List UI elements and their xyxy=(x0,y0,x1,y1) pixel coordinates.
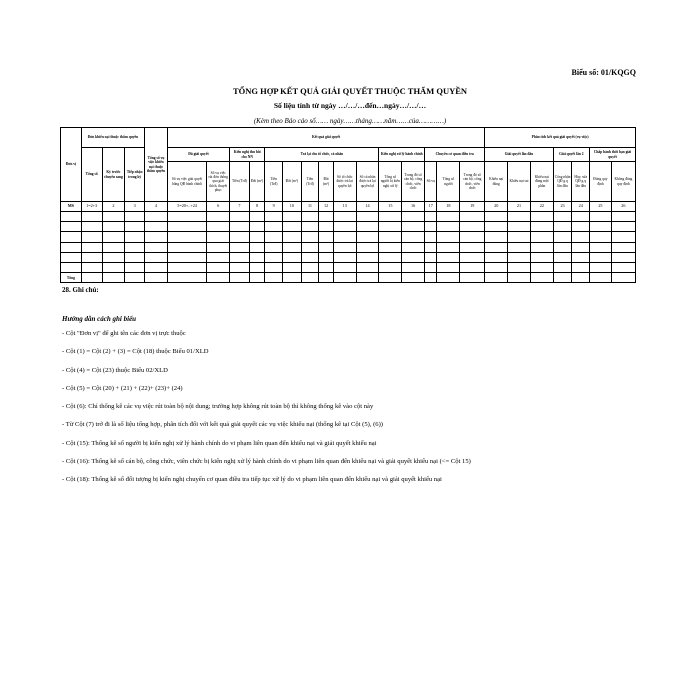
table-cell xyxy=(437,232,460,242)
table-cell xyxy=(379,222,402,232)
header-phan-tich: Phân tích kết quả giải quyết (vụ việc) xyxy=(485,128,636,148)
total-cell xyxy=(356,273,379,283)
column-number-2: 2 xyxy=(102,202,125,212)
table-cell xyxy=(333,222,356,232)
table-cell xyxy=(379,262,402,272)
table-cell xyxy=(530,232,553,242)
header-huy-sua-qd: Hủy, sửa QĐ g.q lần đầu xyxy=(572,162,590,202)
table-cell xyxy=(553,222,572,232)
table-cell xyxy=(319,232,334,242)
total-cell xyxy=(425,273,437,283)
total-cell xyxy=(145,273,168,283)
table-cell xyxy=(437,242,460,252)
column-number-26: 26 xyxy=(611,202,635,212)
total-cell xyxy=(402,273,425,283)
table-cell xyxy=(572,262,590,272)
table-cell xyxy=(402,232,425,242)
table-cell xyxy=(333,212,356,222)
table-cell xyxy=(437,252,460,262)
header-tong-so-nguoi: Tổng số người bị kiến nghị xử lý xyxy=(379,162,402,202)
table-cell xyxy=(319,242,334,252)
table-cell xyxy=(508,252,531,262)
column-number-9: 9 xyxy=(265,202,283,212)
header-gq-lan-2: Giải quyết lần 2 xyxy=(553,148,589,162)
column-number-18: 18 xyxy=(437,202,460,212)
table-cell xyxy=(102,212,125,222)
table-cell xyxy=(265,262,283,272)
header-ca-nhan-dat: Đất (m²) xyxy=(319,162,334,202)
table-cell xyxy=(485,222,508,232)
note-28: 28. Ghi chú: xyxy=(62,286,99,294)
table-cell xyxy=(553,262,572,272)
guide-line: - Cột (16): Thống kê số cán bộ, công chức, viên chức bị kiến nghị xử lý hành chính do vi phạm liên quan đến khiếu nại và giải quyết khiếu nại (<= Cột 15) xyxy=(62,458,471,466)
column-number-12: 12 xyxy=(319,202,334,212)
table-cell xyxy=(61,242,82,252)
form-code: Biểu số: 01/KQGQ xyxy=(571,68,636,77)
table-cell xyxy=(61,232,82,242)
table-cell xyxy=(460,232,485,242)
column-number-21: 21 xyxy=(508,202,531,212)
table-cell xyxy=(282,262,301,272)
table-cell xyxy=(102,232,125,242)
table-cell xyxy=(61,262,82,272)
header-tong-vu-viec: Tổng số vụ việc khiếu nại thuộc thẩm quyền xyxy=(145,128,168,202)
header-kien-nghi-thu-hoi: Kiến nghị thu hồi cho NN xyxy=(230,148,265,162)
table-cell xyxy=(590,232,612,242)
header-so-to-chuc: Số tổ chức được trả lại quyền lợi xyxy=(333,162,356,202)
table-row xyxy=(61,262,636,272)
table-cell xyxy=(61,212,82,222)
table-cell xyxy=(249,262,265,272)
table-cell xyxy=(301,232,319,242)
table-cell xyxy=(167,232,206,242)
table-cell xyxy=(485,252,508,262)
table-cell xyxy=(145,242,168,252)
table-cell xyxy=(207,232,230,242)
table-cell xyxy=(508,232,531,242)
column-number-16: 16 xyxy=(402,202,425,212)
table-cell xyxy=(333,232,356,242)
total-cell xyxy=(230,273,250,283)
table-cell xyxy=(425,212,437,222)
column-number-13: 13 xyxy=(333,202,356,212)
table-cell xyxy=(572,232,590,242)
table-cell xyxy=(61,222,82,232)
guide-line: - Cột (6): Chỉ thống kê các vụ việc rút toàn bộ nội dung; trường hợp không rút toàn bộ thì không thống kê vào cột này xyxy=(62,403,374,411)
table-cell xyxy=(590,222,612,232)
column-number-1: 1=2+3 xyxy=(81,202,102,212)
table-cell xyxy=(249,222,265,232)
header-to-chuc-tien: Tiền (Trđ) xyxy=(265,162,283,202)
table-cell xyxy=(265,242,283,252)
table-cell xyxy=(553,242,572,252)
table-cell xyxy=(553,252,572,262)
table-cell xyxy=(356,232,379,242)
table-row xyxy=(61,212,636,222)
header-tiep-nhan: Tiếp nhận trong kỳ xyxy=(125,148,145,202)
header-so-ca-nhan: Số cá nhân được trả lại quyền lợi xyxy=(356,162,379,202)
column-number-3: 3 xyxy=(125,202,145,212)
header-khieu-nai-dung: Khiếu nại đúng xyxy=(485,162,508,202)
total-cell xyxy=(590,273,612,283)
table-cell xyxy=(611,252,635,262)
table-cell xyxy=(249,232,265,242)
header-tong-so: Tổng số xyxy=(81,148,102,202)
table-cell xyxy=(425,262,437,272)
table-cell xyxy=(81,242,102,252)
table-cell xyxy=(425,222,437,232)
guide-line: - Cột (15): Thống kê số người bị kiến nghị xử lý hành chính do vi phạm liên quan đến khiếu nại và giải quyết khiếu nại xyxy=(62,439,377,447)
table-cell xyxy=(145,232,168,242)
column-number-4: 4 xyxy=(145,202,168,212)
table-cell xyxy=(611,232,635,242)
table-cell xyxy=(301,252,319,262)
column-number-0: MS xyxy=(61,202,82,212)
header-so-vu: Số vụ xyxy=(425,162,437,202)
header-tong-so-nguoi-2: Tổng số người xyxy=(437,162,460,202)
total-cell xyxy=(102,273,125,283)
table-cell xyxy=(425,252,437,262)
total-cell xyxy=(379,273,402,283)
header-cong-nhan-qd: Công nhận QĐ g.q lần đầu xyxy=(553,162,572,202)
table-cell xyxy=(333,252,356,262)
table-row xyxy=(61,252,636,262)
table-row xyxy=(61,232,636,242)
table-cell xyxy=(249,212,265,222)
table-cell xyxy=(230,252,250,262)
header-chuyen-co-quan: Chuyển cơ quan điều tra xyxy=(425,148,485,162)
table-cell xyxy=(530,222,553,232)
guide-line: - Từ Cột (7) trở đi là số liệu tổng hợp, phân tích đối với kết quả giải quyết các vụ việc khiếu nại (thống kê tại Cột (5), (6)) xyxy=(62,421,383,429)
table-cell xyxy=(102,242,125,252)
header-kien-nghi-xu-ly: Kiến nghị xử lý hành chính xyxy=(379,148,425,162)
header-khieu-nai-dung-mot-phan: Khiếu nại đúng một phần xyxy=(530,162,553,202)
table-cell xyxy=(81,232,102,242)
table-cell xyxy=(125,212,145,222)
table-cell xyxy=(265,222,283,232)
total-cell xyxy=(508,273,531,283)
table-cell xyxy=(282,252,301,262)
table-cell xyxy=(61,252,82,262)
table-cell xyxy=(437,262,460,272)
table-cell xyxy=(572,212,590,222)
table-cell xyxy=(572,222,590,232)
table-cell xyxy=(460,222,485,232)
table-cell xyxy=(319,222,334,232)
total-cell xyxy=(333,273,356,283)
column-number-11: 11 xyxy=(301,202,319,212)
total-cell xyxy=(460,273,485,283)
table-cell xyxy=(356,222,379,232)
header-da-giai-quyet: Đã giải quyết xyxy=(167,148,229,162)
table-cell xyxy=(530,212,553,222)
table-cell xyxy=(590,252,612,262)
table-cell xyxy=(102,262,125,272)
column-number-8: 8 xyxy=(249,202,265,212)
total-cell xyxy=(437,273,460,283)
table-cell xyxy=(81,252,102,262)
table-cell xyxy=(319,262,334,272)
table-cell xyxy=(379,242,402,252)
column-number-17: 17 xyxy=(425,202,437,212)
table-cell xyxy=(402,222,425,232)
table-cell xyxy=(167,252,206,262)
header-trong-do-can-bo-2: Trong đó số cán bộ, công chức, viên chức xyxy=(460,162,485,202)
table-cell xyxy=(508,242,531,252)
table-cell xyxy=(230,212,250,222)
table-cell xyxy=(485,232,508,242)
table-cell xyxy=(402,212,425,222)
total-cell xyxy=(301,273,319,283)
table-cell xyxy=(356,242,379,252)
column-number-24: 24 xyxy=(572,202,590,212)
table-cell xyxy=(402,262,425,272)
guide-title: Hướng dẫn cách ghi biểu xyxy=(62,315,137,323)
table-cell xyxy=(282,222,301,232)
total-cell xyxy=(81,273,102,283)
table-cell xyxy=(611,212,635,222)
table-cell xyxy=(301,222,319,232)
header-thu-hoi-dat: Đất (m²) xyxy=(249,162,265,202)
total-cell xyxy=(572,273,590,283)
table-cell xyxy=(230,232,250,242)
table-cell xyxy=(460,212,485,222)
total-cell xyxy=(249,273,265,283)
table-cell xyxy=(81,262,102,272)
header-khieu-nai-sai: Khiếu nại sai xyxy=(508,162,531,202)
header-gq-lan-dau: Giải quyết lần đầu xyxy=(485,148,553,162)
column-number-row xyxy=(61,202,636,212)
total-cell xyxy=(207,273,230,283)
table-cell xyxy=(425,232,437,242)
table-cell xyxy=(145,262,168,272)
table-cell xyxy=(265,232,283,242)
table-cell xyxy=(379,232,402,242)
guide-line: - Cột (18): Thống kê số đối tượng bị kiến nghị chuyển cơ quan điều tra tiếp tục xử lý do vi phạm liên quan đến khiếu nại và giải quyết khiếu nại xyxy=(62,476,442,484)
total-cell xyxy=(282,273,301,283)
table-cell xyxy=(81,222,102,232)
report-period: Số liệu tính từ ngày …/…/…đến…ngày…/…/… xyxy=(273,101,427,110)
table-cell xyxy=(167,262,206,272)
table-cell xyxy=(611,262,635,272)
total-cell xyxy=(530,273,553,283)
table-cell xyxy=(530,252,553,262)
table-cell xyxy=(402,242,425,252)
header-ca-nhan-tien: Tiền (Trđ) xyxy=(301,162,319,202)
table-cell xyxy=(356,212,379,222)
table-cell xyxy=(125,222,145,232)
table-cell xyxy=(282,232,301,242)
table-cell xyxy=(167,222,206,232)
guide-list xyxy=(62,330,662,495)
table-cell xyxy=(81,212,102,222)
total-cell xyxy=(485,273,508,283)
table-cell xyxy=(207,262,230,272)
table-cell xyxy=(460,242,485,252)
table-cell xyxy=(508,262,531,272)
total-row xyxy=(61,273,636,283)
header-to-chuc-dat: Đất (m²) xyxy=(282,162,301,202)
column-number-14: 14 xyxy=(356,202,379,212)
table-cell xyxy=(249,252,265,262)
column-number-19: 19 xyxy=(460,202,485,212)
column-number-6: 6 xyxy=(207,202,230,212)
attachment-note: (Kèm theo Báo cáo số…… ngày……tháng……năm……của…………) xyxy=(253,117,447,125)
table-cell xyxy=(282,212,301,222)
table-cell xyxy=(379,252,402,262)
header-don-vi: Đơn vị xyxy=(61,128,82,202)
table-cell xyxy=(319,252,334,262)
table-cell xyxy=(265,252,283,262)
table-cell xyxy=(230,262,250,272)
column-number-25: 25 xyxy=(590,202,612,212)
table-cell xyxy=(437,212,460,222)
table-cell xyxy=(485,242,508,252)
table-cell xyxy=(508,222,531,232)
column-number-20: 20 xyxy=(485,202,508,212)
table-cell xyxy=(485,262,508,272)
table-cell xyxy=(611,242,635,252)
table-cell xyxy=(590,212,612,222)
report-title: TỔNG HỢP KẾT QUẢ GIẢI QUYẾT THUỘC THẨM QUYỀN xyxy=(232,86,468,96)
guide-line: - Cột (5) = Cột (20) + (21) + (22)+ (23)+ (24) xyxy=(62,384,183,392)
table-cell xyxy=(425,242,437,252)
column-number-5: 5=20+..+24 xyxy=(167,202,206,212)
table-cell xyxy=(590,242,612,252)
table-cell xyxy=(145,212,168,222)
table-cell xyxy=(230,242,250,252)
header-thu-hoi-tien: Tiền (Trđ) xyxy=(230,162,250,202)
column-number-22: 22 xyxy=(530,202,553,212)
header-khieu-nai: Đơn khiếu nại thuộc thẩm quyền xyxy=(81,128,144,148)
table-cell xyxy=(125,242,145,252)
table-cell xyxy=(485,212,508,222)
column-number-7: 7 xyxy=(230,202,250,212)
table-cell xyxy=(508,212,531,222)
table-cell xyxy=(460,252,485,262)
total-cell xyxy=(319,273,334,283)
table-cell xyxy=(356,252,379,262)
table-cell xyxy=(301,242,319,252)
table-cell xyxy=(553,232,572,242)
table-cell xyxy=(167,242,206,252)
header-khong-dung-quy-dinh: Không đúng quy định xyxy=(611,162,635,202)
total-cell xyxy=(553,273,572,283)
total-cell xyxy=(167,273,206,283)
table-cell xyxy=(230,222,250,232)
column-number-23: 23 xyxy=(553,202,572,212)
table-cell xyxy=(437,222,460,232)
table-cell xyxy=(207,222,230,232)
table-cell xyxy=(319,212,334,222)
table-cell xyxy=(333,262,356,272)
table-cell xyxy=(356,262,379,272)
header-tra-lai: Trả lại cho tổ chức, cá nhân xyxy=(265,148,379,162)
table-cell xyxy=(167,212,206,222)
table-cell xyxy=(402,252,425,262)
header-chap-hanh: Chấp hành thời hạn giải quyết xyxy=(590,148,636,162)
header-ket-qua: Kết quả giải quyết xyxy=(167,128,484,148)
header-ky-truoc: Kỳ trước chuyển sang xyxy=(102,148,125,202)
header-trong-do-can-bo: Trong đó số cán bộ, công chức, viên chức xyxy=(402,162,425,202)
header-so-vu-viec-rut: Số vụ việc rút đơn thông qua giải thích, thuyết phục xyxy=(207,162,230,202)
table-cell xyxy=(530,262,553,272)
table-cell xyxy=(102,252,125,262)
table-cell xyxy=(207,212,230,222)
table-cell xyxy=(145,222,168,232)
table-cell xyxy=(333,242,356,252)
header-so-vu-viec-gq: Số vụ việc giải quyết bằng QĐ hành chính xyxy=(167,162,206,202)
table-cell xyxy=(460,262,485,272)
total-cell xyxy=(125,273,145,283)
table-cell xyxy=(102,222,125,232)
guide-line: - Cột "Đơn vị" để ghi tên các đơn vị trực thuộc xyxy=(62,330,186,337)
table-cell xyxy=(207,242,230,252)
table-cell xyxy=(125,232,145,242)
table-cell xyxy=(145,252,168,262)
table-cell xyxy=(572,242,590,252)
column-number-10: 10 xyxy=(282,202,301,212)
table-cell xyxy=(301,262,319,272)
table-cell xyxy=(572,252,590,262)
table-cell xyxy=(301,212,319,222)
header-dung-quy-dinh: Đúng quy định xyxy=(590,162,612,202)
table-cell xyxy=(265,212,283,222)
guide-line: - Cột (1) = Cột (2) + (3) = Cột (18) thuộc Biểu 01/XLD xyxy=(62,348,209,356)
guide-line: - Cột (4) = Cột (23) thuộc Biểu 02/XLD xyxy=(62,366,168,374)
table-cell xyxy=(379,212,402,222)
table-cell xyxy=(530,242,553,252)
results-table xyxy=(60,127,636,283)
total-cell xyxy=(611,273,635,283)
table-cell xyxy=(125,262,145,272)
table-cell xyxy=(590,262,612,272)
table-row xyxy=(61,222,636,232)
table-cell xyxy=(282,242,301,252)
table-row xyxy=(61,242,636,252)
column-number-15: 15 xyxy=(379,202,402,212)
total-cell xyxy=(265,273,283,283)
table-cell xyxy=(125,252,145,262)
table-cell xyxy=(611,222,635,232)
table-cell xyxy=(553,212,572,222)
table-cell xyxy=(249,242,265,252)
total-label: Tổng xyxy=(61,273,82,283)
table-cell xyxy=(207,252,230,262)
